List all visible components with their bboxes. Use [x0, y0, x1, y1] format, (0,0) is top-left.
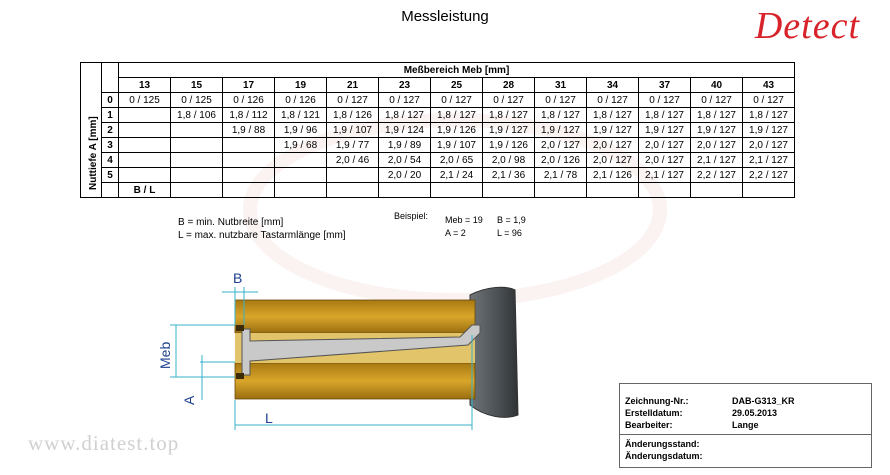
table-cell: [171, 183, 223, 198]
column-header: 25: [431, 78, 483, 93]
column-header: 40: [691, 78, 743, 93]
table-cell: 1,9 / 127: [639, 123, 691, 138]
table-cell: 2,0 / 65: [431, 153, 483, 168]
table-cell: [119, 108, 171, 123]
row-label: 4: [102, 153, 119, 168]
measurement-table: [80, 62, 795, 198]
table-cell: [483, 183, 535, 198]
row-label: 3: [102, 138, 119, 153]
table-cell: 2,0 / 127: [587, 138, 639, 153]
table-cell: 1,9 / 126: [431, 123, 483, 138]
table-cell: [275, 168, 327, 183]
groove-bottom: [236, 373, 244, 379]
table-cell: [327, 168, 379, 183]
row-label: [102, 183, 119, 198]
table-cell: 2,2 / 127: [691, 168, 743, 183]
table-cell: [119, 168, 171, 183]
table-cell: 0 / 127: [691, 93, 743, 108]
table-cell: 0 / 127: [431, 93, 483, 108]
example-b: B = 1,9: [497, 215, 526, 225]
table-cell: [171, 123, 223, 138]
table-cell: 1,9 / 88: [223, 123, 275, 138]
workpiece-top: [235, 300, 475, 333]
table-cell: [171, 168, 223, 183]
table-header: Meßbereich Meb [mm]: [119, 63, 795, 78]
table-cell: B / L: [119, 183, 171, 198]
table-cell: 1,8 / 127: [587, 108, 639, 123]
legend-b: B = min. Nutbreite [mm]: [178, 217, 284, 228]
table-cell: 2,0 / 127: [691, 138, 743, 153]
workpiece-bottom: [235, 363, 475, 399]
example-meb: Meb = 19: [445, 215, 483, 225]
table-cell: 1,8 / 121: [275, 108, 327, 123]
table-cell: [223, 153, 275, 168]
example-a: A = 2: [445, 228, 466, 238]
table-cell: 2,1 / 126: [587, 168, 639, 183]
table-cell: 1,9 / 126: [483, 138, 535, 153]
groove-top: [236, 325, 244, 331]
table-row: [81, 108, 795, 123]
table-cell: 1,9 / 77: [327, 138, 379, 153]
dim-label-meb: Meb: [157, 341, 173, 369]
table-cell: [171, 138, 223, 153]
column-header: 37: [639, 78, 691, 93]
table-cell: 1,8 / 112: [223, 108, 275, 123]
table-cell: 2,0 / 98: [483, 153, 535, 168]
table-cell: 2,1 / 127: [743, 153, 795, 168]
table-row: [81, 153, 795, 168]
table-cell: 1,8 / 127: [535, 108, 587, 123]
table-cell: [639, 183, 691, 198]
dim-label-a: A: [181, 395, 197, 405]
probe-drawing: [140, 265, 530, 435]
table-cell: 0 / 127: [379, 93, 431, 108]
table-cell: 2,0 / 127: [535, 138, 587, 153]
row-label: 1: [102, 108, 119, 123]
table-row: [81, 168, 795, 183]
column-header: 13: [119, 78, 171, 93]
table-cell: [119, 153, 171, 168]
table-row: [81, 183, 795, 198]
table-cell: [587, 183, 639, 198]
table-cell: 2,0 / 20: [379, 168, 431, 183]
column-header: 17: [223, 78, 275, 93]
column-header: 28: [483, 78, 535, 93]
table-cell: 1,8 / 127: [379, 108, 431, 123]
table-row: [81, 93, 795, 108]
table-cell: 0 / 127: [327, 93, 379, 108]
gauge-body: [470, 287, 518, 417]
table-cell: 0 / 125: [119, 93, 171, 108]
table-cell: [275, 183, 327, 198]
column-header: 31: [535, 78, 587, 93]
page-title: Messleistung: [401, 8, 489, 25]
table-cell: 0 / 127: [535, 93, 587, 108]
table-cell: [223, 138, 275, 153]
drawing-number-label: Zeichnung-Nr.:: [625, 396, 689, 406]
table-cell: 2,1 / 36: [483, 168, 535, 183]
detect-logo: Detect: [754, 5, 860, 47]
table-cell: 1,9 / 127: [535, 123, 587, 138]
table-cell: 2,0 / 127: [639, 138, 691, 153]
column-header: 43: [743, 78, 795, 93]
table-cell: 1,8 / 127: [431, 108, 483, 123]
column-header: 15: [171, 78, 223, 93]
table-cell: 0 / 125: [171, 93, 223, 108]
corner-cell: [102, 63, 119, 93]
table-cell: 2,1 / 24: [431, 168, 483, 183]
table-cell: 2,1 / 78: [535, 168, 587, 183]
table-cell: 2,0 / 46: [327, 153, 379, 168]
table-cell: [431, 183, 483, 198]
row-label: 5: [102, 168, 119, 183]
table-cell: 1,8 / 106: [171, 108, 223, 123]
table-cell: 1,8 / 127: [691, 108, 743, 123]
table-cell: 0 / 127: [743, 93, 795, 108]
table-cell: 1,9 / 96: [275, 123, 327, 138]
created-label: Erstelldatum:: [625, 408, 683, 418]
side-label: Nuttiefe A [mm]: [88, 116, 99, 190]
table-cell: [171, 153, 223, 168]
table-cell: 1,9 / 127: [691, 123, 743, 138]
created-value: 29.05.2013: [732, 408, 778, 418]
table-cell: [691, 183, 743, 198]
example-label: Beispiel:: [394, 211, 429, 221]
example-values: [445, 214, 549, 240]
table-cell: 0 / 126: [275, 93, 327, 108]
table-cell: 0 / 126: [223, 93, 275, 108]
column-header: 34: [587, 78, 639, 93]
example-l: L = 96: [497, 228, 522, 238]
dim-label-b: B: [233, 270, 243, 286]
table-cell: [535, 183, 587, 198]
table-cell: 1,8 / 127: [639, 108, 691, 123]
editor-label: Bearbeiter:: [625, 420, 673, 430]
table-row: [81, 123, 795, 138]
table-cell: 2,0 / 126: [535, 153, 587, 168]
table-cell: 2,0 / 127: [743, 138, 795, 153]
table-cell: 2,0 / 127: [587, 153, 639, 168]
revision-date-label: Änderungsdatum:: [625, 451, 703, 461]
legend-l: L = max. nutzbare Tastarmlänge [mm]: [178, 230, 346, 241]
table-cell: 2,0 / 127: [639, 153, 691, 168]
table-cell: 1,9 / 127: [743, 123, 795, 138]
table-cell: 1,9 / 107: [431, 138, 483, 153]
table-cell: 1,8 / 127: [743, 108, 795, 123]
table-cell: 1,9 / 127: [483, 123, 535, 138]
table-cell: 1,9 / 107: [327, 123, 379, 138]
table-cell: [223, 183, 275, 198]
drawing-number-value: DAB-G313_KR: [732, 396, 795, 406]
title-block-divider: [620, 434, 871, 435]
website-watermark: www.diatest.top: [28, 431, 180, 455]
row-label: 2: [102, 123, 119, 138]
table-cell: 2,1 / 127: [639, 168, 691, 183]
table-cell: [743, 183, 795, 198]
table-cell: 0 / 127: [639, 93, 691, 108]
column-header: 21: [327, 78, 379, 93]
editor-value: Lange: [732, 420, 759, 430]
table-cell: 1,9 / 124: [379, 123, 431, 138]
column-header: 19: [275, 78, 327, 93]
table-cell: [327, 183, 379, 198]
table-cell: 1,9 / 89: [379, 138, 431, 153]
table-row: [81, 138, 795, 153]
table-cell: 2,0 / 54: [379, 153, 431, 168]
title-block: [619, 383, 872, 468]
table-cell: [223, 168, 275, 183]
table-cell: 0 / 127: [587, 93, 639, 108]
column-header: 23: [379, 78, 431, 93]
revision-label: Änderungsstand:: [625, 439, 700, 449]
table-cell: 0 / 127: [483, 93, 535, 108]
table-cell: 1,9 / 68: [275, 138, 327, 153]
table-cell: [275, 153, 327, 168]
table-cell: [119, 138, 171, 153]
legend: [178, 216, 346, 242]
table-cell: 1,8 / 126: [327, 108, 379, 123]
table-cell: [379, 183, 431, 198]
table-cell: 2,1 / 127: [691, 153, 743, 168]
dim-label-l: L: [265, 410, 273, 426]
row-label: 0: [102, 93, 119, 108]
table-cell: 1,8 / 127: [483, 108, 535, 123]
table-cell: [119, 123, 171, 138]
table-cell: 1,9 / 127: [587, 123, 639, 138]
table-cell: 2,2 / 127: [743, 168, 795, 183]
